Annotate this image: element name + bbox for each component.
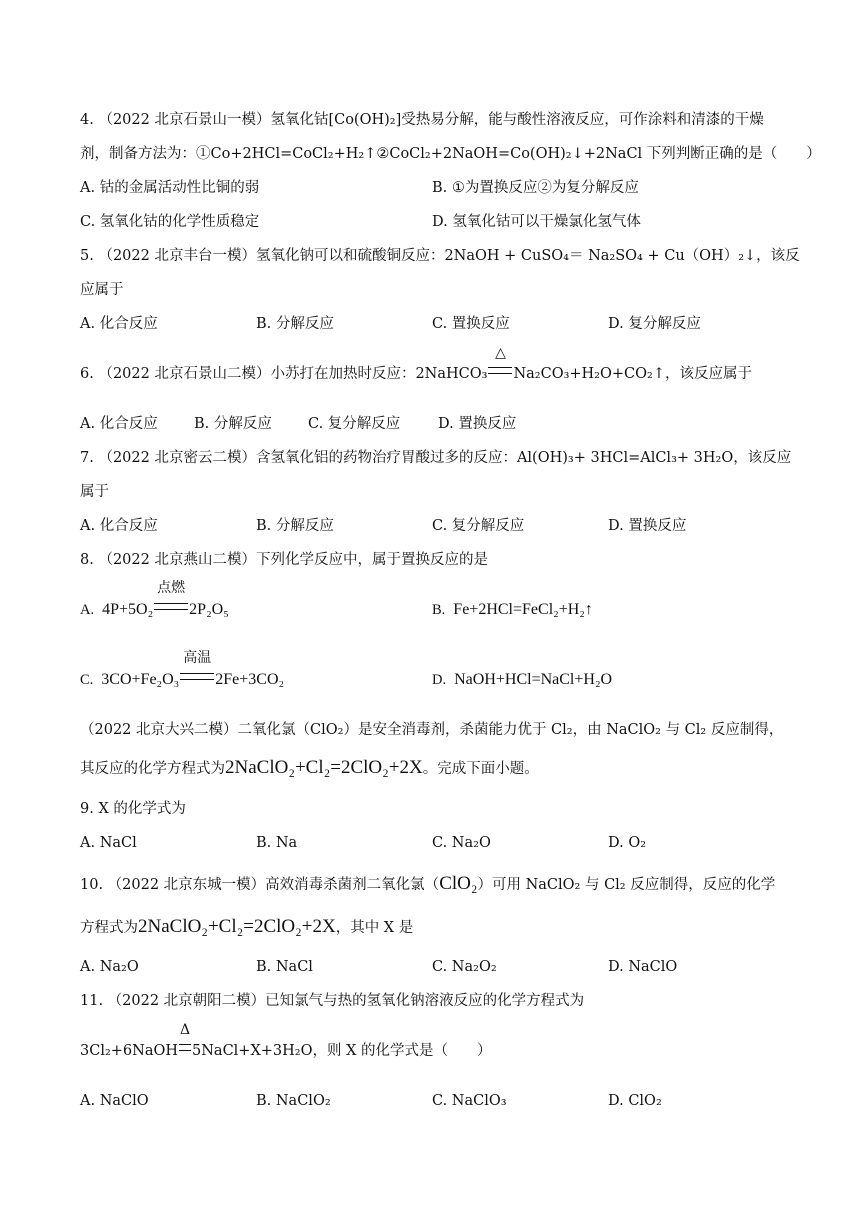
- intro-line2-suffix: 。完成下面小题。: [422, 761, 539, 777]
- q8-option-b[interactable]: [432, 600, 593, 620]
- q8-option-a-right: 2P₂O₅: [189, 601, 229, 618]
- q5-option-a[interactable]: A. 化合反应: [80, 316, 158, 332]
- q10-line1-prefix: 10. （2022 北京东城一模）高效消毒杀菌剂二氧化氯（: [80, 877, 440, 893]
- q7-stem-line2: 属于: [80, 484, 109, 500]
- q7-option-d[interactable]: D. 置换反应: [608, 518, 687, 534]
- q11-option-c[interactable]: C. NaClO₃: [432, 1093, 507, 1109]
- ignite-label: 点燃: [157, 581, 186, 596]
- intro-line2: [80, 758, 539, 779]
- q11-option-b[interactable]: B. NaClO₂: [256, 1093, 331, 1109]
- equals-bars: [488, 367, 512, 374]
- q8-option-c-label: C.: [80, 672, 94, 688]
- q8-options-row2: [80, 651, 780, 694]
- q11-eq-right: 5NaCl+X+3H₂O，则 X 的化学式是（ ）: [192, 1043, 492, 1059]
- q11-reaction-condition: [179, 1022, 191, 1061]
- q7-option-b[interactable]: B. 分解反应: [256, 518, 334, 534]
- q6-reaction-condition: [488, 345, 512, 384]
- q10-stem-line2: [80, 917, 413, 938]
- q8-option-c-left: 3CO+Fe₂O₃: [101, 671, 180, 688]
- q6-option-a[interactable]: A. 化合反应: [80, 416, 158, 432]
- equals-bars: [154, 603, 188, 610]
- q4-option-b[interactable]: B. ①为置换反应②为复分解反应: [432, 180, 639, 196]
- equals-bars: [180, 673, 214, 680]
- heat-symbol: Δ: [179, 1022, 191, 1038]
- q5-option-c[interactable]: C. 置换反应: [432, 316, 510, 332]
- q7-option-a[interactable]: A. 化合反应: [80, 518, 158, 534]
- q11-options: [80, 1091, 780, 1111]
- q9-option-a[interactable]: A. NaCl: [80, 835, 137, 851]
- intro-equation: 2NaClO₂+Cl₂=2ClO₂+2X: [225, 757, 423, 778]
- q10-option-b[interactable]: B. NaCl: [256, 959, 313, 975]
- q8-option-c-right: 2Fe+3CO₂: [215, 671, 285, 688]
- q8-options-row1: [80, 581, 780, 624]
- q6-option-d[interactable]: D. 置换反应: [438, 416, 517, 432]
- equals-bars: [179, 1044, 191, 1051]
- q10-option-d[interactable]: D. NaClO: [608, 959, 678, 975]
- q4-stem-line2: 剂，制备方法为：①Co+2HCl=CoCl₂+H₂↑②CoCl₂+2NaOH=Co(OH)₂↓+2NaCl 下列判断正确的是（ ）: [80, 146, 821, 162]
- q5-stem-line1: 5. （2022 北京丰台一模）氢氧化钠可以和硫酸铜反应：2NaOH + CuSO₄＝ Na₂SO₄ + Cu（OH）₂↓，该反: [80, 248, 800, 264]
- q11-eq-left: 3Cl₂+6NaOH: [80, 1043, 179, 1059]
- q9-option-b[interactable]: B. Na: [256, 835, 298, 851]
- high-temp-label: 高温: [183, 651, 212, 666]
- q10-equation: 2NaClO₂+Cl₂=2ClO₂+2X: [138, 916, 336, 937]
- intro-line2-prefix: 其反应的化学方程式为: [80, 761, 225, 777]
- q10-line1-suffix: ）可用 NaClO₂ 与 Cl₂ 反应制得，反应的化学: [477, 877, 776, 893]
- q8-option-a-label: A.: [80, 602, 95, 618]
- q8-option-d-label: D.: [432, 672, 447, 688]
- q4-option-d[interactable]: D. 氢氧化钴可以干燥氯化氢气体: [432, 214, 641, 230]
- q9-option-d[interactable]: D. O₂: [608, 835, 647, 851]
- heat-symbol: △: [495, 345, 506, 361]
- q6-stem-prefix: 6. （2022 北京石景山二模）小苏打在加热时反应：2NaHCO₃: [80, 366, 488, 382]
- q11-option-a[interactable]: A. NaClO: [80, 1093, 149, 1109]
- q6-stem: [80, 345, 752, 384]
- q9-option-c[interactable]: C. Na₂O: [432, 835, 491, 851]
- intro-line1: （2022 北京大兴二模）二氧化氯（ClO₂）是安全消毒剂，杀菌能力优于 Cl₂，由 NaClO₂ 与 Cl₂ 反应制得，: [80, 722, 784, 738]
- q4-options-row1: [80, 178, 780, 198]
- q10-line2-suffix: ，其中 X 是: [335, 920, 414, 936]
- q8-option-c-condition: [180, 651, 214, 690]
- q7-options: [80, 516, 780, 536]
- q8-option-a-condition: [154, 581, 188, 620]
- q6-option-c[interactable]: C. 复分解反应: [308, 416, 401, 432]
- q8-option-d[interactable]: [432, 670, 612, 690]
- q6-stem-suffix: Na₂CO₃+H₂O+CO₂↑，该反应属于: [513, 366, 752, 382]
- q5-stem-line2: 应属于: [80, 282, 124, 298]
- q8-stem: 8. （2022 北京燕山二模）下列化学反应中，属于置换反应的是: [80, 552, 488, 568]
- q10-formula: ClO₂: [439, 873, 478, 894]
- q8-option-b-equation: Fe+2HCl=FeCl₂+H₂↑: [453, 601, 593, 618]
- q5-option-d[interactable]: D. 复分解反应: [608, 316, 701, 332]
- q8-option-b-label: B.: [432, 602, 446, 618]
- q6-options: [80, 414, 780, 434]
- q11-equation-line: [80, 1022, 492, 1061]
- q4-stem-line1: 4. （2022 北京石景山一模）氢氧化钴[Co(OH)₂]受热易分解，能与酸性溶液反应，可作涂料和清漆的干燥: [80, 112, 764, 128]
- q4-option-c[interactable]: C. 氢氧化钴的化学性质稳定: [80, 214, 260, 230]
- q10-option-c[interactable]: C. Na₂O₂: [432, 959, 497, 975]
- q10-option-a[interactable]: A. Na₂O: [80, 959, 139, 975]
- q9-stem: 9. X 的化学式为: [80, 801, 186, 817]
- q9-options: [80, 833, 780, 853]
- q8-option-c[interactable]: [80, 651, 285, 690]
- q10-options: [80, 957, 780, 977]
- q10-line2-prefix: 方程式为: [80, 920, 138, 936]
- q6-option-b[interactable]: B. 分解反应: [194, 416, 272, 432]
- q8-option-d-equation: NaOH+HCl=NaCl+H₂O: [454, 671, 613, 688]
- q4-options-row2: [80, 212, 780, 232]
- q11-stem: 11. （2022 北京朝阳二模）已知氯气与热的氢氧化钠溶液反应的化学方程式为: [80, 993, 585, 1009]
- q5-option-b[interactable]: B. 分解反应: [256, 316, 334, 332]
- q8-option-a[interactable]: [80, 581, 229, 620]
- q4-option-a[interactable]: A. 钴的金属活动性比铜的弱: [80, 180, 260, 196]
- q11-option-d[interactable]: D. ClO₂: [608, 1093, 662, 1109]
- q5-options: [80, 314, 780, 334]
- q7-stem-line1: 7. （2022 北京密云二模）含氢氧化铝的药物治疗胃酸过多的反应：Al(OH)₃+ 3HCl=AlCl₃+ 3H₂O，该反应: [80, 450, 792, 466]
- q10-stem-line1: [80, 874, 775, 895]
- q7-option-c[interactable]: C. 复分解反应: [432, 518, 525, 534]
- q8-option-a-left: 4P+5O₂: [102, 601, 154, 618]
